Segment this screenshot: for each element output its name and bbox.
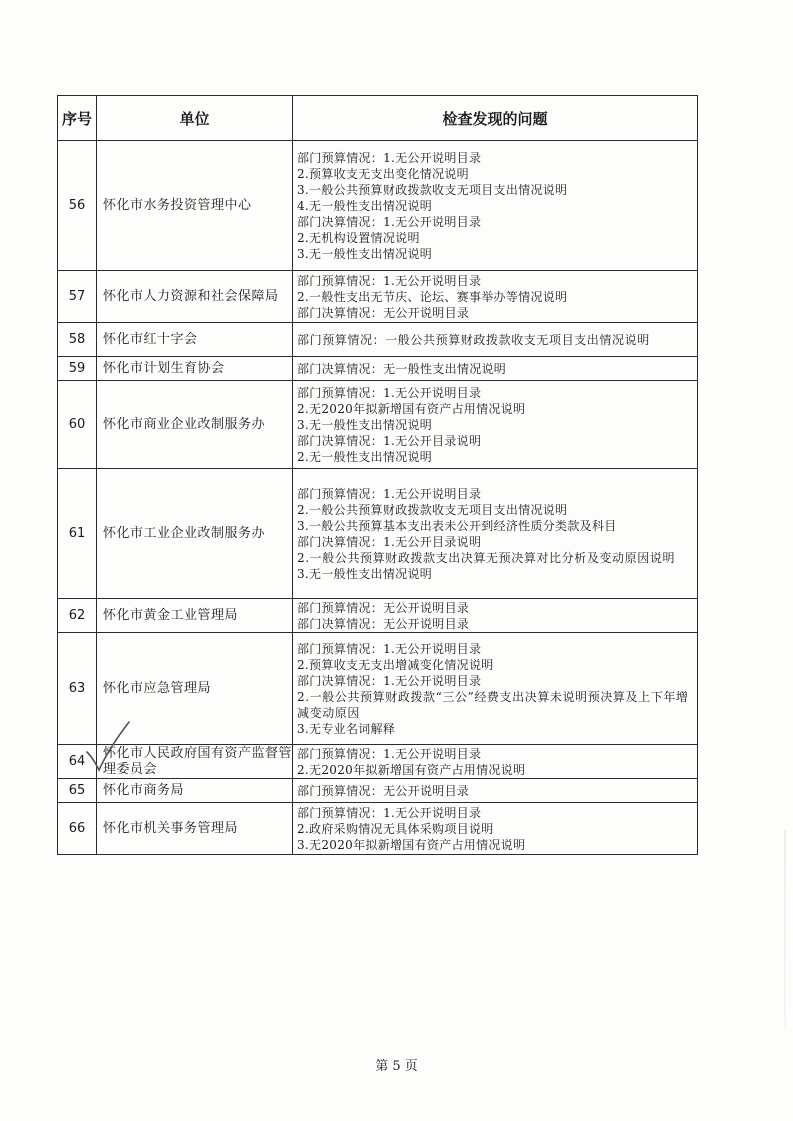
row-number: 63 <box>58 633 97 745</box>
row-number: 64 <box>58 745 97 779</box>
row-number: 66 <box>58 803 97 855</box>
row-number: 59 <box>58 357 97 381</box>
header-no: 序号 <box>58 96 97 141</box>
issues-cell <box>293 357 698 381</box>
issue-line: 3.一般公共预算基本支出表未公开到经济性质分类款及科目 <box>297 518 617 533</box>
issue-line: 部门决算情况：无公开说明目录 <box>297 305 470 320</box>
scan-artifact <box>784 830 786 1030</box>
unit-name: 怀化市商业企业改制服务办 <box>97 381 293 469</box>
table-row <box>58 779 698 803</box>
table-row <box>58 469 698 599</box>
issue-line: 3.一般公共预算财政拨款收支无项目支出情况说明 <box>297 182 568 197</box>
table-row <box>58 357 698 381</box>
issue-line: 2.一般公共预算财政拨款支出决算无预决算对比分析及变动原因说明 <box>297 550 676 565</box>
issue-line: 2.一般性支出无节庆、论坛、赛事举办等情况说明 <box>297 289 568 304</box>
row-number: 62 <box>58 599 97 633</box>
issue-line: 部门决算情况：无公开说明目录 <box>297 616 470 631</box>
unit-name: 怀化市计划生育协会 <box>97 357 293 381</box>
issue-line: 2.无机构设置情况说明 <box>297 230 420 245</box>
table-row <box>58 633 698 745</box>
issue-line: 部门决算情况：1.无公开说明目录 <box>297 214 482 229</box>
issue-line: 部门决算情况：1.无公开说明目录 <box>297 673 482 688</box>
issue-line: 2.无一般性支出情况说明 <box>297 449 433 464</box>
unit-name: 怀化市人民政府国有资产监督管理委员会 <box>97 745 293 779</box>
issues-cell <box>293 633 698 745</box>
table-row <box>58 141 698 271</box>
issues-cell <box>293 323 698 357</box>
table-row <box>58 599 698 633</box>
issues-cell <box>293 141 698 271</box>
row-number: 60 <box>58 381 97 469</box>
issue-line: 部门决算情况：1.无公开目录说明 <box>297 433 482 448</box>
issues-cell <box>293 271 698 323</box>
row-number: 56 <box>58 141 97 271</box>
issue-line: 部门预算情况：1.无公开说明目录 <box>297 805 482 820</box>
unit-name: 怀化市工业企业改制服务办 <box>97 469 293 599</box>
row-number: 57 <box>58 271 97 323</box>
unit-name: 怀化市黄金工业管理局 <box>97 599 293 633</box>
row-number: 61 <box>58 469 97 599</box>
issue-line: 部门预算情况：无公开说明目录 <box>297 600 470 615</box>
table-header-row <box>58 96 698 141</box>
unit-name: 怀化市机关事务管理局 <box>97 803 293 855</box>
unit-name: 怀化市应急管理局 <box>97 633 293 745</box>
unit-name: 怀化市红十字会 <box>97 323 293 357</box>
issue-line: 2.无2020年拟新增国有资产占用情况说明 <box>297 401 526 416</box>
table-row <box>58 323 698 357</box>
issue-line: 2.无2020年拟新增国有资产占用情况说明 <box>297 762 526 777</box>
issues-cell <box>293 599 698 633</box>
issue-line: 部门决算情况：1.无公开目录说明 <box>297 534 482 549</box>
table-row <box>58 803 698 855</box>
table-row <box>58 271 698 323</box>
table-row <box>58 381 698 469</box>
row-number: 58 <box>58 323 97 357</box>
issue-line: 部门预算情况：1.无公开说明目录 <box>297 746 482 761</box>
issue-line: 部门预算情况：1.无公开说明目录 <box>297 641 482 656</box>
issue-line: 3.无一般性支出情况说明 <box>297 417 433 432</box>
issue-line: 2.预算收支无支出变化情况说明 <box>297 166 469 181</box>
row-number: 65 <box>58 779 97 803</box>
issue-line: 部门预算情况：1.无公开说明目录 <box>297 385 482 400</box>
inspection-table <box>57 95 698 855</box>
unit-name: 怀化市商务局 <box>97 779 293 803</box>
issue-line: 2.预算收支无支出增减变化情况说明 <box>297 657 494 672</box>
issues-cell <box>293 469 698 599</box>
header-unit: 单位 <box>97 96 293 141</box>
issue-line: 部门预算情况：1.无公开说明目录 <box>297 486 482 501</box>
issue-line: 部门预算情况：一般公共预算财政拨款收支无项目支出情况说明 <box>297 332 650 347</box>
issue-line: 3.无专业名词解释 <box>297 721 396 736</box>
issue-line: 部门预算情况：无公开说明目录 <box>297 783 470 798</box>
page-number: 第 5 页 <box>375 1059 418 1074</box>
issues-cell <box>293 803 698 855</box>
issue-line: 2.政府采购情况无具体采购项目说明 <box>297 821 494 836</box>
issues-cell <box>293 381 698 469</box>
issue-line: 3.无一般性支出情况说明 <box>297 566 433 581</box>
table-body <box>58 141 698 855</box>
issue-line: 部门决算情况：无一般性支出情况说明 <box>297 361 507 376</box>
issue-line: 4.无一般性支出情况说明 <box>297 198 433 213</box>
issues-cell <box>293 779 698 803</box>
issue-line: 3.无一般性支出情况说明 <box>297 246 433 261</box>
unit-name: 怀化市水务投资管理中心 <box>97 141 293 271</box>
header-issues: 检查发现的问题 <box>293 96 698 141</box>
issue-line: 3.无2020年拟新增国有资产占用情况说明 <box>297 837 526 852</box>
issue-line: 部门预算情况：1.无公开说明目录 <box>297 273 482 288</box>
issue-line: 2.一般公共预算财政拨款“三公”经费支出决算未说明预决算及上下年增减变动原因 <box>297 689 689 720</box>
unit-name: 怀化市人力资源和社会保障局 <box>97 271 293 323</box>
table-row <box>58 745 698 779</box>
issue-line: 2.一般公共预算财政拨款收支无项目支出情况说明 <box>297 502 568 517</box>
issue-line: 部门预算情况：1.无公开说明目录 <box>297 150 482 165</box>
issues-cell <box>293 745 698 779</box>
